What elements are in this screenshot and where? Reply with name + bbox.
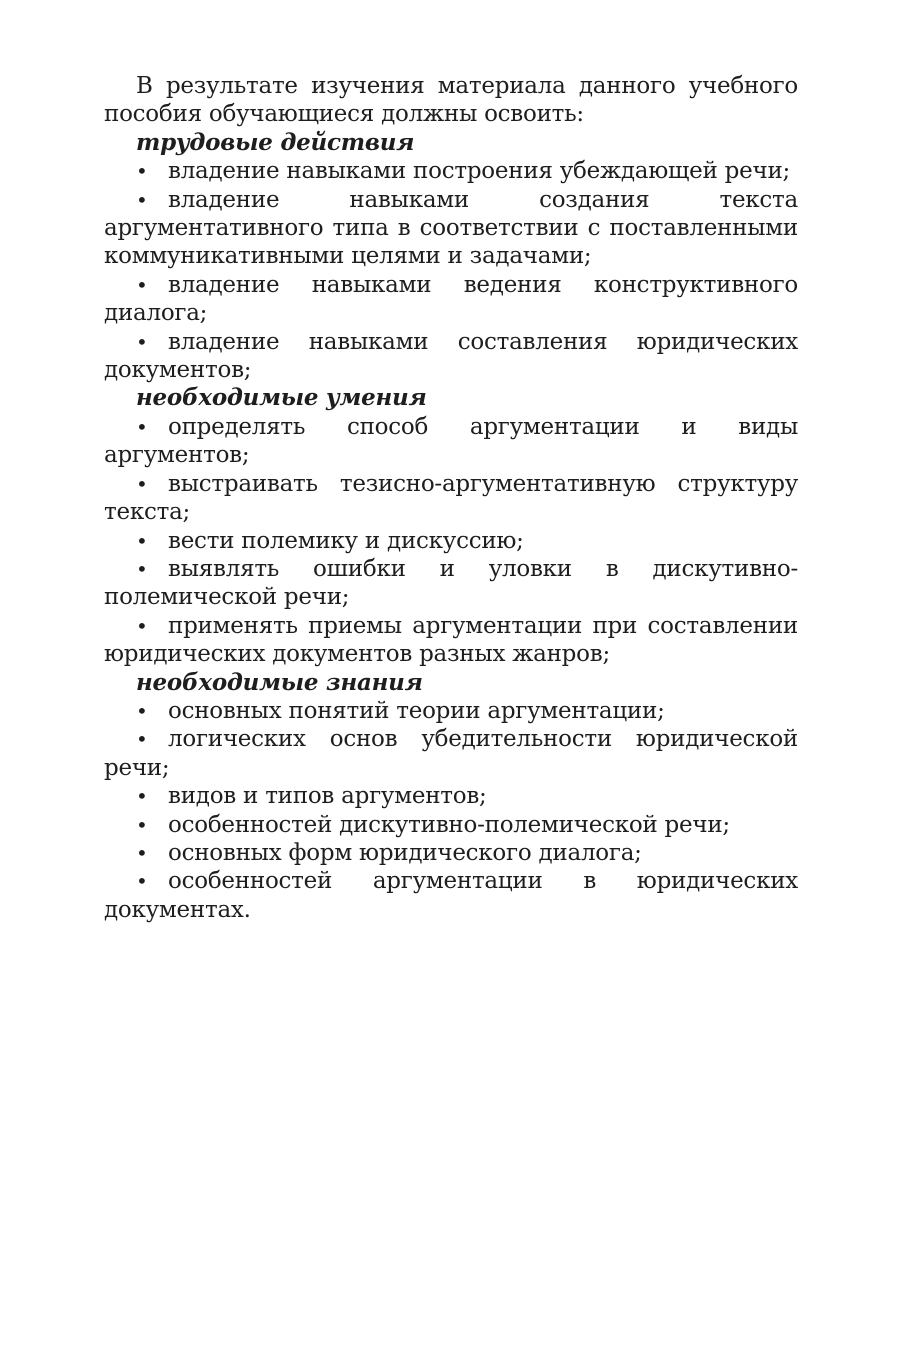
list-item-text: основных понятий теории аргументации; [168, 697, 665, 724]
bullet-icon: • [136, 613, 148, 638]
section-heading-labor-actions: трудовые действия [136, 128, 415, 156]
required-knowledge-list [104, 697, 798, 924]
list-item [104, 413, 798, 470]
bullet-icon: • [136, 727, 148, 752]
bullet-icon: • [136, 159, 148, 184]
list-item [104, 782, 798, 810]
list-item [104, 470, 798, 527]
required-skills-list [104, 413, 798, 669]
list-item-text: особенностей дискутивно-полемической речи; [168, 811, 730, 838]
bullet-icon: • [136, 414, 148, 439]
list-item [104, 612, 798, 669]
list-item-text: владение навыками ведения конструктивного диалога; [104, 271, 798, 327]
bullet-icon: • [136, 528, 148, 553]
list-item [104, 697, 798, 725]
list-item-text: выявлять ошибки и уловки в дискутивно-полемической речи; [104, 555, 798, 611]
list-item [104, 867, 798, 924]
bullet-icon: • [136, 556, 148, 581]
list-item [104, 186, 798, 271]
bullet-icon: • [136, 812, 148, 837]
bullet-icon: • [136, 784, 148, 809]
list-item [104, 271, 798, 328]
list-item-text: особенностей аргументации в юридических документах. [104, 868, 798, 923]
list-item [104, 555, 798, 612]
list-item-text: владение навыками составления юридических документов; [104, 328, 798, 384]
bullet-icon: • [136, 187, 148, 212]
list-item-text: видов и типов аргументов; [168, 783, 487, 810]
list-item [104, 157, 798, 185]
labor-actions-list [104, 157, 798, 384]
intro-paragraph: В результате изучения материала данного учебного пособия обучающиеся должны освоить: [104, 73, 798, 128]
list-item-text: применять приемы аргументации при составлении юридических документов разных жанров; [104, 612, 798, 668]
list-item [104, 839, 798, 867]
bullet-icon: • [136, 471, 148, 496]
list-item-text: определять способ аргументации и виды аргументов; [104, 413, 798, 469]
bullet-icon: • [136, 840, 148, 865]
list-item-text: владение навыками построения убеждающей речи; [168, 158, 791, 185]
list-item-text: выстраивать тезисно-аргументативную структуру текста; [104, 470, 798, 526]
bullet-icon: • [136, 698, 148, 723]
bullet-icon: • [136, 329, 148, 354]
list-item-text: логических основ убедительности юридической речи; [104, 726, 798, 781]
bullet-icon: • [136, 272, 148, 297]
bullet-icon: • [136, 869, 148, 894]
document-page [104, 72, 798, 924]
list-item-text: основных форм юридического диалога; [168, 839, 642, 866]
list-item [104, 527, 798, 555]
list-item [104, 811, 798, 839]
list-item [104, 725, 798, 782]
section-heading-required-knowledge: необходимые знания [136, 668, 423, 696]
list-item-text: владение навыками создания текста аргументативного типа в соответствии с поставленными коммуникативными целями и задачами; [104, 186, 798, 270]
list-item [104, 328, 798, 385]
section-heading-required-skills: необходимые умения [136, 384, 427, 412]
list-item-text: вести полемику и дискуссию; [168, 527, 524, 554]
